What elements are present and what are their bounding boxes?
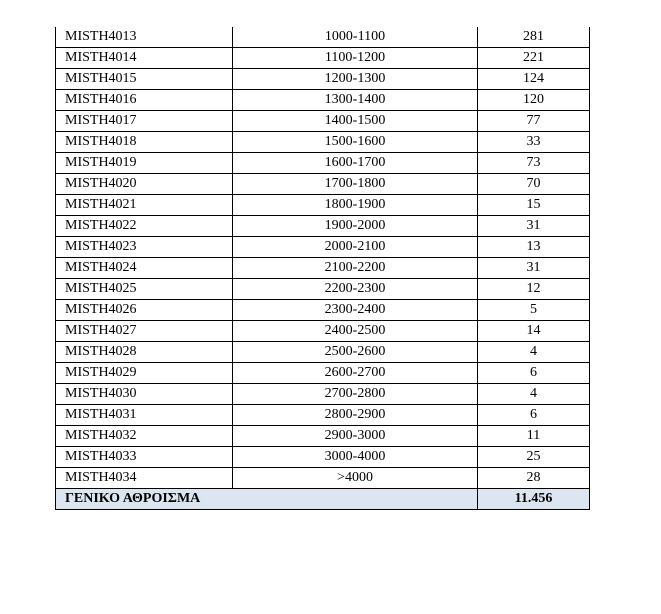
table-row: [56, 27, 590, 48]
table-row: [56, 321, 590, 342]
code-cell: MISTH4034: [56, 468, 233, 489]
code-cell: MISTH4016: [56, 90, 233, 111]
range-cell: 2800-2900: [233, 405, 478, 426]
table-row: [56, 174, 590, 195]
table-row: [56, 216, 590, 237]
table-row: [56, 69, 590, 90]
count-cell: 28: [478, 468, 590, 489]
code-cell: MISTH4029: [56, 363, 233, 384]
code-cell: MISTH4015: [56, 69, 233, 90]
table-row: [56, 90, 590, 111]
range-cell: 2000-2100: [233, 237, 478, 258]
range-cell: 1600-1700: [233, 153, 478, 174]
range-cell: 1900-2000: [233, 216, 478, 237]
table-row: [56, 258, 590, 279]
code-cell: MISTH4030: [56, 384, 233, 405]
table-row: [56, 111, 590, 132]
count-cell: 221: [478, 48, 590, 69]
code-cell: MISTH4020: [56, 174, 233, 195]
count-cell: 4: [478, 342, 590, 363]
range-cell: 1400-1500: [233, 111, 478, 132]
salary-distribution-table: [55, 27, 590, 510]
table-row: [56, 237, 590, 258]
count-cell: 11: [478, 426, 590, 447]
range-cell: 1000-1100: [233, 27, 478, 48]
range-cell: 2500-2600: [233, 342, 478, 363]
table-body: [56, 27, 590, 510]
code-cell: MISTH4025: [56, 279, 233, 300]
table-row: [56, 468, 590, 489]
range-cell: 3000-4000: [233, 447, 478, 468]
range-cell: 1500-1600: [233, 132, 478, 153]
table-row: [56, 279, 590, 300]
count-cell: 281: [478, 27, 590, 48]
code-cell: MISTH4024: [56, 258, 233, 279]
range-cell: 2100-2200: [233, 258, 478, 279]
code-cell: MISTH4031: [56, 405, 233, 426]
table-row: [56, 48, 590, 69]
count-cell: 12: [478, 279, 590, 300]
range-cell: 1100-1200: [233, 48, 478, 69]
range-cell: 2900-3000: [233, 426, 478, 447]
count-cell: 31: [478, 216, 590, 237]
salary-distribution-table-container: [55, 27, 589, 510]
grand-total-label: ΓΕΝΙΚΟ ΑΘΡΟΙΣΜΑ: [56, 489, 478, 510]
range-cell: 2200-2300: [233, 279, 478, 300]
code-cell: MISTH4017: [56, 111, 233, 132]
count-cell: 15: [478, 195, 590, 216]
count-cell: 73: [478, 153, 590, 174]
code-cell: MISTH4022: [56, 216, 233, 237]
table-row: [56, 195, 590, 216]
code-cell: MISTH4019: [56, 153, 233, 174]
code-cell: MISTH4014: [56, 48, 233, 69]
range-cell: 2600-2700: [233, 363, 478, 384]
count-cell: 6: [478, 405, 590, 426]
range-cell: 1700-1800: [233, 174, 478, 195]
table-row: [56, 384, 590, 405]
range-cell: 2400-2500: [233, 321, 478, 342]
code-cell: MISTH4021: [56, 195, 233, 216]
count-cell: 6: [478, 363, 590, 384]
code-cell: MISTH4028: [56, 342, 233, 363]
count-cell: 5: [478, 300, 590, 321]
table-row: [56, 405, 590, 426]
table-row: [56, 363, 590, 384]
count-cell: 70: [478, 174, 590, 195]
table-row: [56, 153, 590, 174]
table-row: [56, 300, 590, 321]
count-cell: 77: [478, 111, 590, 132]
code-cell: MISTH4032: [56, 426, 233, 447]
count-cell: 33: [478, 132, 590, 153]
range-cell: 1300-1400: [233, 90, 478, 111]
count-cell: 124: [478, 69, 590, 90]
code-cell: MISTH4013: [56, 27, 233, 48]
count-cell: 25: [478, 447, 590, 468]
code-cell: MISTH4027: [56, 321, 233, 342]
table-row: [56, 426, 590, 447]
table-row: [56, 447, 590, 468]
range-cell: 2300-2400: [233, 300, 478, 321]
code-cell: MISTH4033: [56, 447, 233, 468]
code-cell: MISTH4018: [56, 132, 233, 153]
count-cell: 14: [478, 321, 590, 342]
range-cell: 2700-2800: [233, 384, 478, 405]
code-cell: MISTH4026: [56, 300, 233, 321]
grand-total-value: 11.456: [478, 489, 590, 510]
count-cell: 31: [478, 258, 590, 279]
grand-total-row: [56, 489, 590, 510]
range-cell: >4000: [233, 468, 478, 489]
code-cell: MISTH4023: [56, 237, 233, 258]
table-row: [56, 342, 590, 363]
count-cell: 13: [478, 237, 590, 258]
range-cell: 1200-1300: [233, 69, 478, 90]
range-cell: 1800-1900: [233, 195, 478, 216]
count-cell: 4: [478, 384, 590, 405]
table-row: [56, 132, 590, 153]
count-cell: 120: [478, 90, 590, 111]
